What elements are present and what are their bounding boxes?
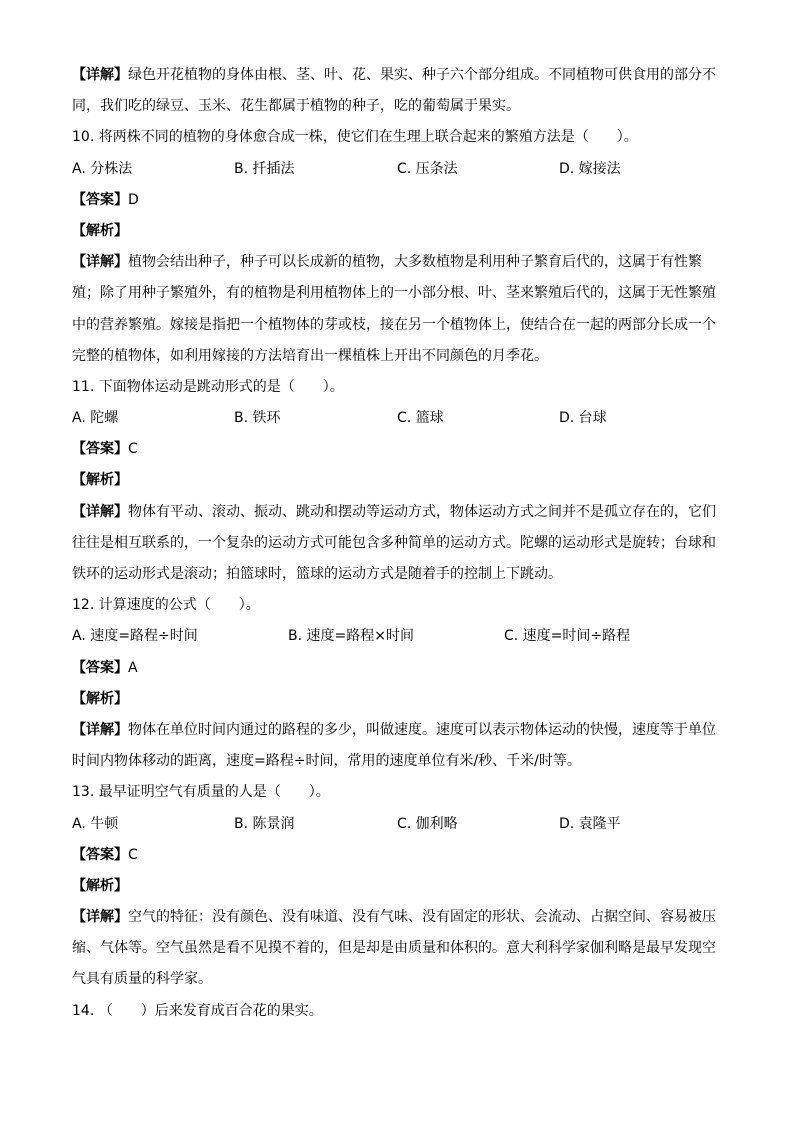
option-d: D. 袁隆平 (559, 815, 621, 832)
label-tag: 【详解】 (72, 721, 128, 738)
label-content: 植物会结出种子，种子可以长成新的植物，大多数植物是利用种子繁育后代的，这属于有性繁 (128, 254, 702, 271)
label-content: 空气的特征：没有颜色、没有味道、没有气味、没有固定的形状、会流动、占据空间、容易被压 (128, 909, 716, 926)
question-stem: 14. （ ）后来发育成百合花的果实。 (72, 1002, 323, 1019)
answer-line (72, 434, 732, 465)
explanation-line (72, 497, 732, 528)
label-content: C (128, 846, 138, 863)
analysis-heading: 【解析】 (72, 472, 128, 489)
label-tag: 【详解】 (72, 254, 128, 271)
option-c: C. 篮球 (397, 410, 444, 427)
question-stem: 11. 下面物体运动是跳动形式的是（ ）。 (72, 378, 344, 395)
explanation-line (72, 247, 732, 278)
analysis-heading: 【解析】 (72, 690, 128, 707)
options-row (72, 403, 732, 434)
answer-line (72, 185, 732, 216)
label-content: 物体有平动、滚动、振动、跳动和摆动等运动方式，物体运动方式之间并不是孤立存在的，它们 (128, 503, 716, 520)
label-tag: 【答案】 (72, 191, 128, 208)
answer-line (72, 653, 732, 684)
option-c: C. 伽利略 (397, 815, 458, 832)
text-line: 气具有质量的科学家。 (72, 971, 212, 988)
option-a: A. 速度=路程÷时间 (72, 628, 198, 645)
text-line: 完整的植物体，如利用嫁接的方法培育出一棵植株上开出不同颜色的月季花。 (72, 347, 548, 364)
text-line: 往往是相互联系的，一个复杂的运动方式可能包含多种简单的运动方式。陀螺的运动形式是旋转；台球和 (72, 534, 716, 551)
label-content: 绿色开花植物的身体由根、茎、叶、花、果实、种子六个部分组成。不同植物可供食用的部分不 (128, 67, 716, 83)
option-a: A. 牛顿 (72, 815, 119, 832)
option-b: B. 速度=路程×时间 (288, 628, 414, 645)
text-line: 缩、气体等。空气虽然是看不见摸不着的，但是却是由质量和体积的。意大利科学家伽利略是最早发现空 (72, 940, 716, 957)
option-c: C. 速度=时间÷路程 (504, 628, 631, 645)
analysis-heading: 【解析】 (72, 222, 128, 239)
text-line: 时间内物体移动的距离，速度=路程÷时间，常用的速度单位有米/秒、千米/时等。 (72, 753, 581, 770)
text-line: 殖；除了用种子繁殖外，有的植物是利用植物体上的一小部分根、叶、茎来繁殖后代的，这属于无性繁殖 (72, 285, 716, 302)
label-tag: 【详解】 (72, 909, 128, 926)
text-line: 同，我们吃的绿豆、玉米、花生都属于植物的种子，吃的葡萄属于果实。 (72, 98, 520, 115)
answer-line (72, 840, 732, 871)
option-c: C. 压条法 (397, 160, 458, 177)
label-tag: 【答案】 (72, 846, 128, 863)
question-stem: 12. 计算速度的公式（ ）。 (72, 597, 260, 614)
label-content: D (128, 191, 139, 208)
analysis-heading: 【解析】 (72, 877, 128, 894)
question-stem: 13. 最早证明空气有质量的人是（ ）。 (72, 784, 330, 801)
label-tag: 【详解】 (72, 67, 128, 83)
label-tag: 【答案】 (72, 659, 128, 676)
options-row (72, 809, 732, 840)
option-d: D. 台球 (559, 410, 607, 427)
explanation-line (72, 902, 732, 933)
label-tag: 【答案】 (72, 441, 128, 458)
options-row (72, 154, 732, 185)
label-content: 物体在单位时间内通过的路程的多少，叫做速度。速度可以表示物体运动的快慢，速度等于单位 (128, 721, 716, 738)
explanation-line (72, 60, 732, 91)
options-row (72, 621, 732, 652)
option-b: B. 铁环 (234, 410, 281, 427)
label-content: C (128, 441, 138, 458)
explanation-line (72, 715, 732, 746)
text-line: 铁环的运动形式是滚动；拍篮球时，篮球的运动方式是随着手的控制上下跳动。 (72, 566, 562, 582)
question-stem: 10. 将两株不同的植物的身体愈合成一株，使它们在生理上联合起来的繁殖方法是（ ）。 (72, 129, 638, 146)
option-b: B. 扦插法 (234, 160, 295, 177)
label-tag: 【详解】 (72, 503, 128, 520)
text-line: 中的营养繁殖。嫁接是指把一个植物体的芽或枝，接在另一个植物体上，使结合在一起的两部分长成一个 (72, 316, 716, 333)
option-a: A. 陀螺 (72, 410, 119, 427)
document-page (72, 60, 732, 1027)
option-a: A. 分株法 (72, 160, 133, 177)
label-content: A (128, 659, 138, 676)
option-b: B. 陈景润 (234, 815, 295, 832)
option-d: D. 嫁接法 (559, 160, 621, 177)
